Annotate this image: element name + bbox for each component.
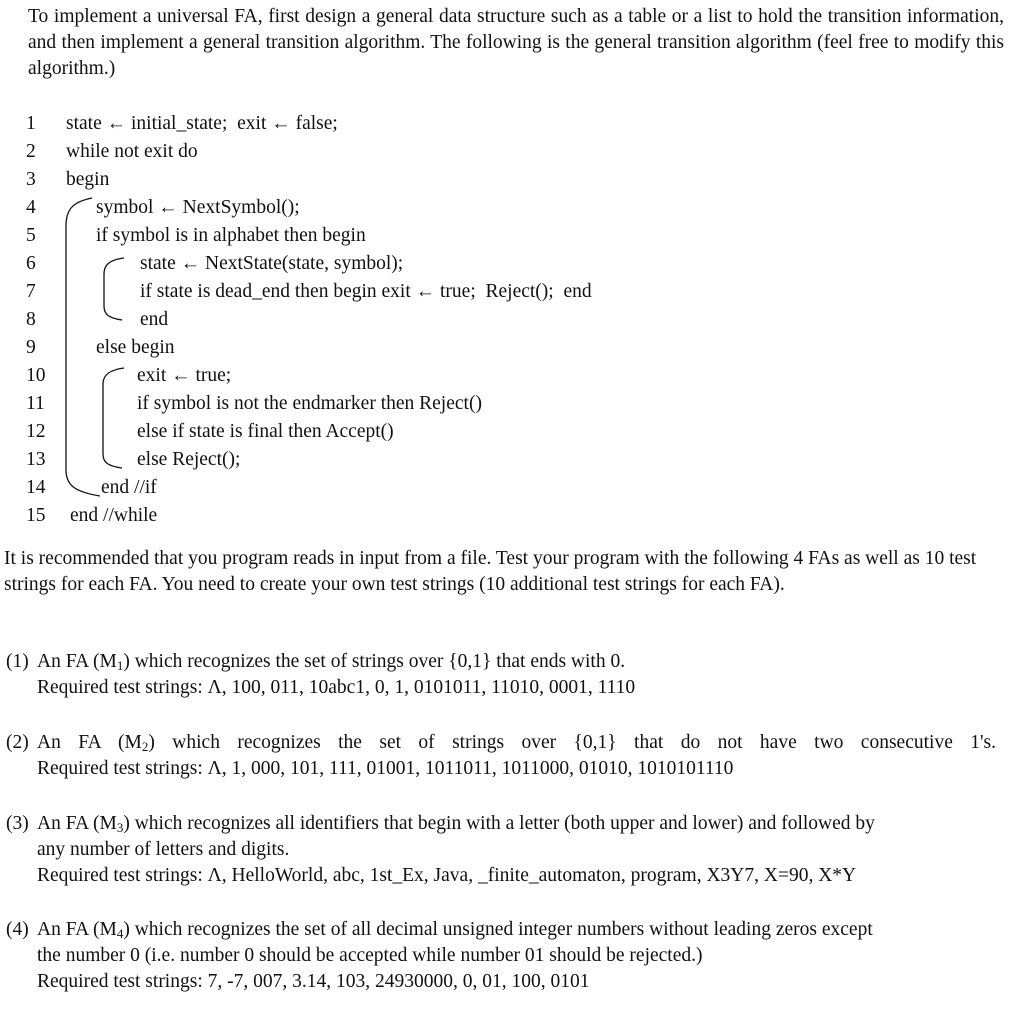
fa-description: An FA $(M_1)$ which recognizes the set of strings over {0,1} that ends with 0. (37, 651, 626, 673)
line-number: 9 (26, 337, 36, 358)
fa-description: An FA $(M_4)$ which recognizes the set of all decimal unsigned integer numbers without leading zeros except (37, 919, 873, 941)
code-line: begin (66, 169, 110, 190)
outer-while-bracket (66, 198, 100, 496)
line-number: 12 (26, 421, 46, 442)
fa-description: An FA $(M_3)$ which recognizes all identifiers that begin with a letter (both upper and lower) and followed by (37, 813, 875, 835)
line-number: 5 (26, 225, 36, 246)
fa-test-strings: Required test strings: Λ, HelloWorld, abc, 1st_Ex, Java, _finite_automaton, program, X3Y7, X=90, X*Y (37, 865, 857, 886)
code-line: if state is dead_end then begin exit ← true; Reject(); end (140, 281, 592, 302)
fa-item-m1 (6, 649, 996, 701)
fa-number: (4) (6, 919, 29, 940)
line-number: 10 (26, 365, 46, 386)
fa-item-m4 (6, 917, 996, 995)
line-number: 1 (26, 113, 36, 134)
else-block-bracket (103, 368, 124, 468)
code-line: else if state is final then Accept() (137, 421, 394, 442)
fa-number: (1) (6, 651, 29, 672)
code-line: else begin (96, 337, 175, 358)
code-line: else Reject(); (137, 449, 241, 470)
algorithm-listing (0, 110, 1024, 540)
intro-paragraph: To implement a universal FA, first design a general data structure such as a table or a list to hold the transition information, and then implement a general transition algorithm. The following is the general transition algorithm (feel free to modify this algorithm.) (28, 6, 1004, 79)
fa-number: (3) (6, 813, 29, 834)
fa-description-continued: any number of letters and digits. (37, 839, 290, 860)
line-number: 6 (26, 253, 36, 274)
fa-item-m3 (6, 811, 996, 889)
code-line: symbol ← NextSymbol(); (96, 197, 300, 218)
line-number: 7 (26, 281, 36, 302)
code-line: end (140, 309, 169, 330)
test-instructions-paragraph: It is recommended that you program reads in input from a file. Test your program with the following 4 FAs as well as 10 test strings for each FA. You need to create your own test strings (10 additional test strings for each FA). (4, 548, 977, 595)
code-line: if symbol is not the endmarker then Reject() (137, 393, 482, 414)
code-line: state ← NextState(state, symbol); (140, 253, 404, 274)
line-number: 4 (26, 197, 36, 218)
fa-number: (2) (6, 732, 29, 753)
fa-item-m2 (6, 730, 996, 782)
code-line: exit ← true; (137, 365, 232, 386)
line-number: 14 (26, 477, 46, 498)
fa-test-strings: Required test strings: 7, -7, 007, 3.14, 103, 24930000, 0, 01, 100, 0101 (37, 971, 590, 992)
then-block-bracket (104, 258, 124, 320)
fa-test-strings: Required test strings: Λ, 1, 000, 101, 111, 01001, 1011011, 1011000, 01010, 1010101110 (37, 758, 734, 779)
fa-test-strings: Required test strings: Λ, 100, 011, 10abc1, 0, 1, 0101011, 11010, 0001, 1110 (37, 677, 636, 698)
line-number: 13 (26, 449, 46, 470)
code-line: while not exit do (66, 141, 198, 162)
code-line: if symbol is in alphabet then begin (96, 225, 366, 246)
code-line: state ← initial_state; exit ← false; (66, 113, 338, 134)
code-line: end //while (70, 505, 158, 526)
line-number: 2 (26, 141, 36, 162)
code-line: end //if (101, 477, 157, 498)
fa-description-continued: the number 0 (i.e. number 0 should be accepted while number 01 should be rejected.) (37, 945, 703, 966)
line-number: 8 (26, 309, 36, 330)
line-number: 11 (26, 393, 45, 414)
block-brackets (0, 110, 140, 540)
fa-description: An FA $(M_2)$ which recognizes the set of strings over {0,1} that do not have two consecutive 1's. (37, 732, 996, 754)
line-number: 15 (26, 505, 46, 526)
line-number: 3 (26, 169, 36, 190)
